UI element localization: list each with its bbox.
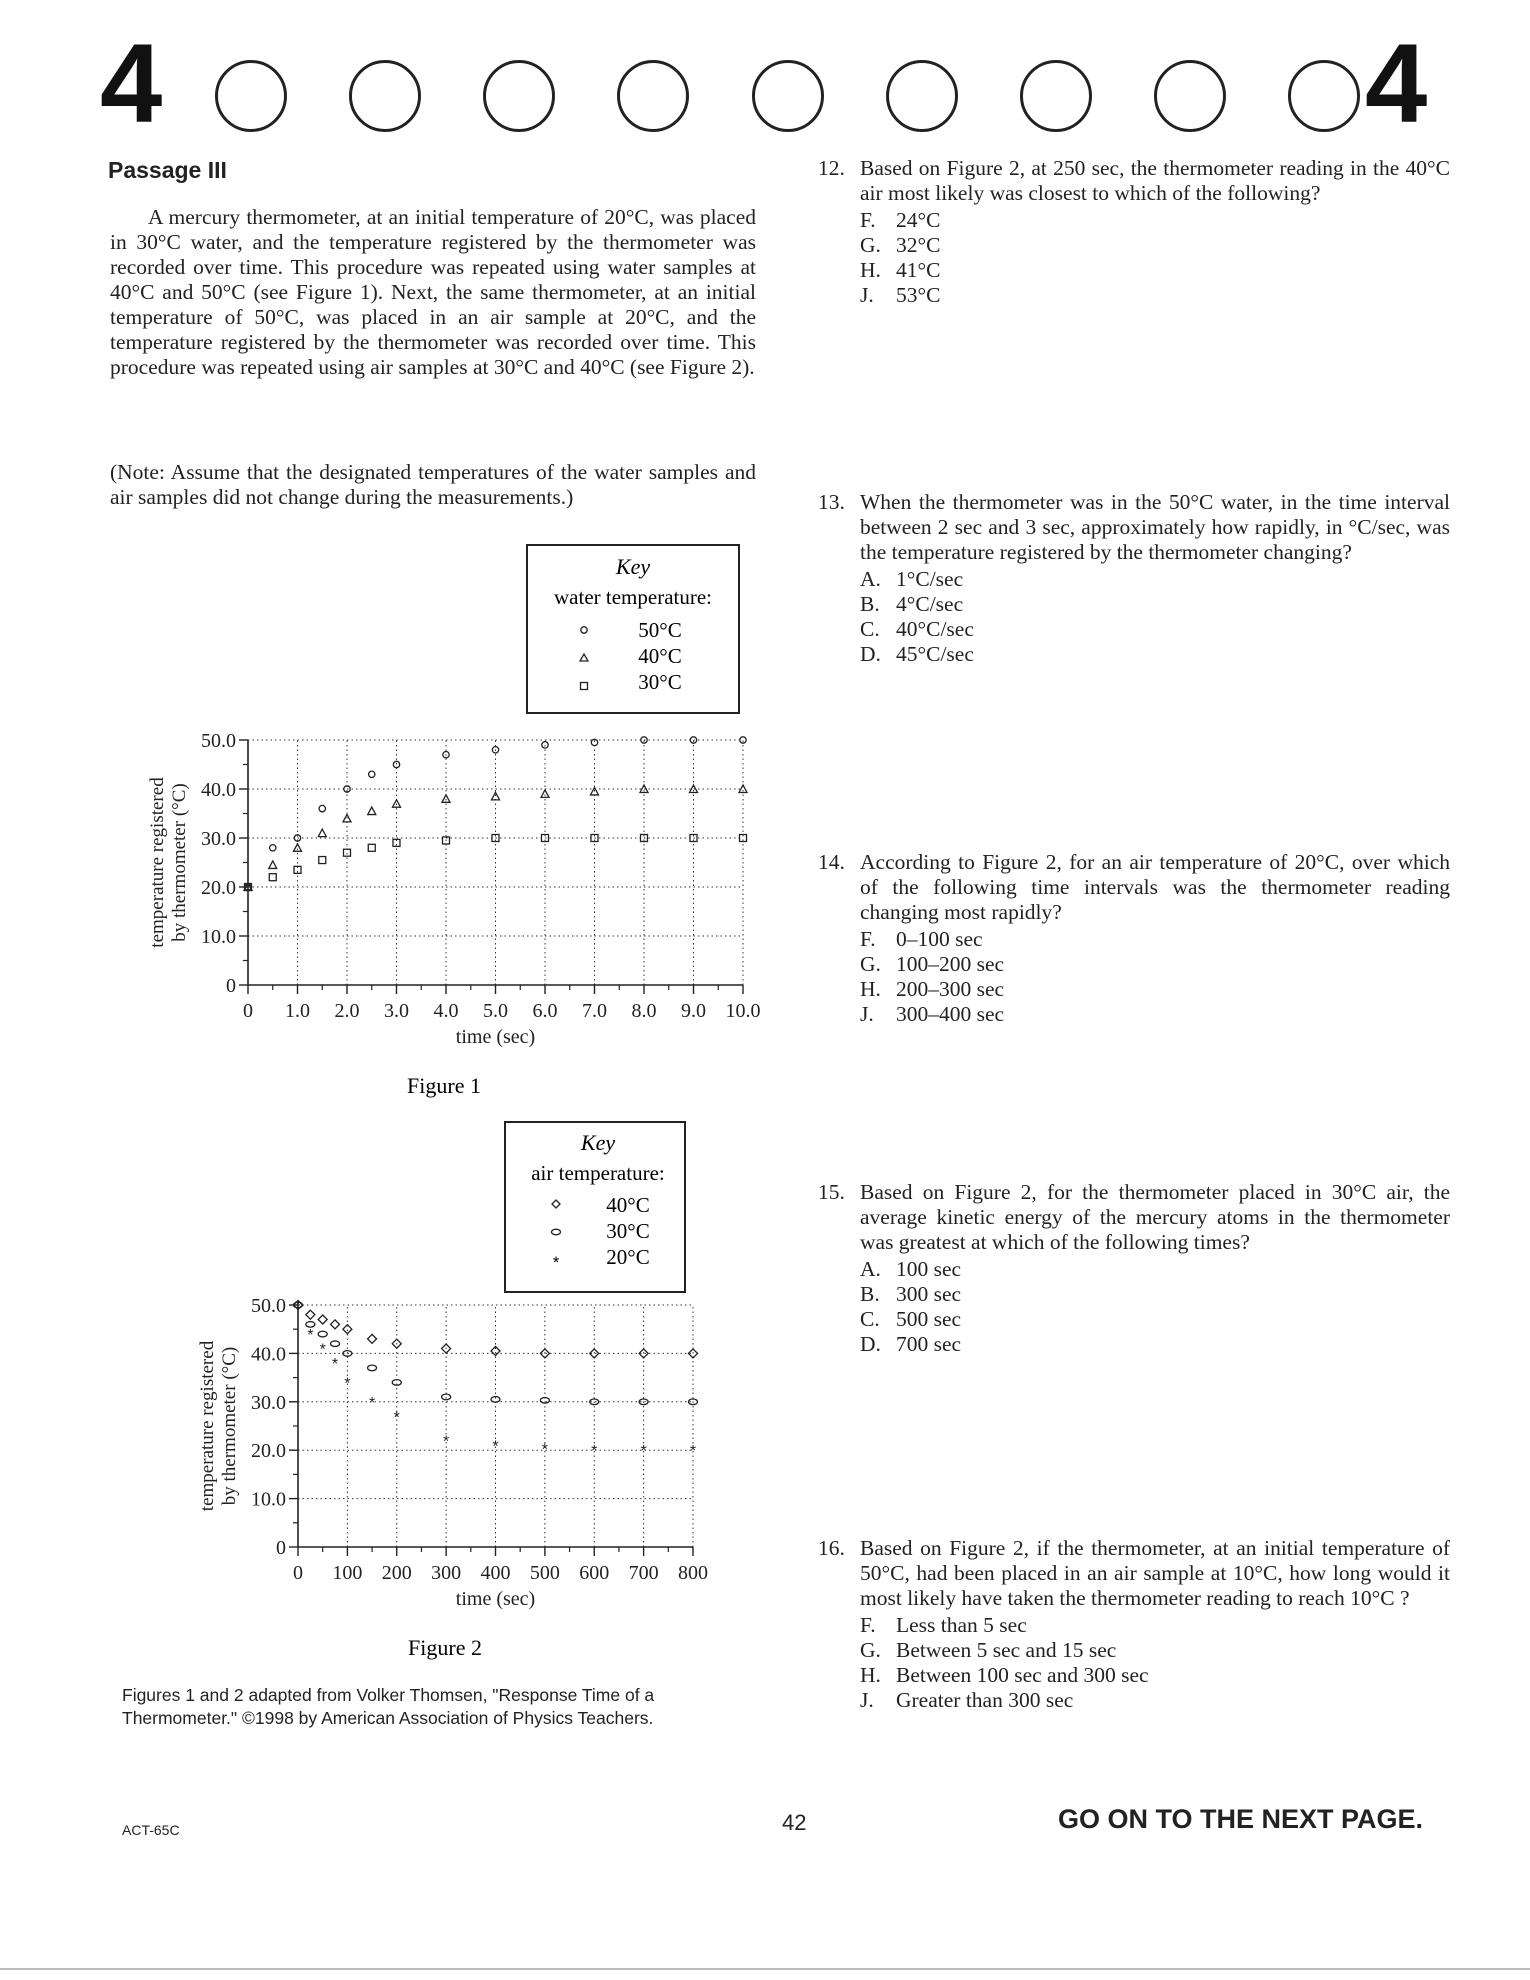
x-tick-label: 7.0 [582,1000,607,1022]
answer-option[interactable] [860,1688,1450,1713]
answer-letter: H. [860,1663,881,1687]
answer-option[interactable] [860,1332,1450,1357]
y-tick-label: 30.0 [251,1391,286,1414]
answer-text: 700 sec [896,1332,962,1356]
circle-marker-icon [581,627,587,633]
x-tick-label: 0 [243,1000,253,1022]
answer-letter: A. [860,1257,881,1281]
answer-letter: F. [860,927,876,951]
answer-text: 100 sec [896,1257,962,1281]
header-circle [886,60,958,132]
x-axis-label: time (sec) [455,1026,536,1048]
y-tick-label: 50.0 [251,1295,286,1317]
data-point: * [344,1375,351,1393]
data-point: * [294,1298,302,1315]
figure2-key-item: 30°C [606,1219,650,1243]
y-tick-label: 10.0 [201,926,236,948]
data-point [368,844,375,851]
answer-option[interactable] [860,233,1450,258]
answer-letter: J. [860,1688,874,1712]
answer-letter: H. [860,258,881,282]
figure1-key-item: 40°C [638,644,682,668]
data-point [492,792,500,800]
y-tick-label: 0 [226,975,236,997]
answer-text: 200–300 sec [896,977,1005,1001]
figure2-key-item: 40°C [606,1193,650,1217]
data-point: * [331,1356,339,1374]
y-tick-label: 20.0 [251,1440,286,1463]
x-tick-label: 200 [381,1562,412,1584]
square-marker-icon [581,683,588,690]
data-point [344,849,351,856]
answer-option[interactable] [860,642,1450,667]
answer-letter: D. [860,1332,881,1356]
x-tick-label: 3.0 [384,1000,409,1022]
x-tick-label: 300 [431,1562,462,1584]
y-tick-label: 40.0 [201,779,236,801]
x-tick-label: 9.0 [681,1000,706,1022]
figure-credit: Figures 1 and 2 adapted from Volker Thomsen, "Response Time of a Thermometer." ©1998 by American Association of Physics Teachers. [122,1685,655,1728]
data-point [318,829,326,837]
answer-option[interactable] [860,952,1450,977]
section-number-left: 4 [100,21,163,146]
oval-marker-icon [552,1229,561,1235]
question-number: 13. [818,490,845,514]
data-point [541,790,549,798]
x-tick-label: 700 [628,1562,659,1584]
y-tick-label: 10.0 [251,1488,286,1511]
data-point [368,1365,377,1371]
data-point: * [591,1443,598,1461]
question-block [818,1536,1450,1713]
data-point [269,874,276,881]
answer-letter: C. [860,617,880,641]
answer-letter: A. [860,567,881,591]
figure1-key-item: 50°C [638,618,682,642]
data-point [442,1394,451,1400]
figure1-caption: Figure 1 [407,1073,481,1098]
question-block [818,490,1450,667]
figure1-key-subtitle: water temperature: [554,585,712,609]
answer-letter: F. [860,1613,876,1637]
passage-title: Passage III [108,157,227,183]
answer-text: 1°C/sec [896,567,964,591]
y-axis-label: temperature registeredby thermometer (°C) [147,777,190,948]
x-tick-label: 600 [579,1562,610,1584]
x-axis-label: time (sec) [455,1588,536,1610]
x-tick-label: 1.0 [285,1000,310,1022]
question-stem: Based on Figure 2, at 250 sec, the thermometer reading in the 40°C air most likely was closest to which of the following? [860,156,1450,205]
answer-text: 41°C [896,258,941,282]
answer-letter: J. [860,283,874,307]
answer-letter: G. [860,952,881,976]
figures-canvas [0,0,800,1680]
answer-option[interactable] [860,1613,1450,1638]
answer-letter: J. [860,1002,874,1026]
answer-options [860,1613,1450,1713]
answer-option[interactable] [860,1282,1450,1307]
answer-letter: F. [860,208,876,232]
data-point: * [689,1443,697,1461]
answer-text: 0–100 sec [896,927,983,951]
question-stem: Based on Figure 2, if the thermometer, at an initial temperature of 50°C, had been placed in an air sample at 10°C, how long would it most likely have taken the thermometer reading to reach 10°C ? [860,1536,1450,1610]
data-point [270,845,276,851]
data-point [369,771,375,777]
data-point: * [640,1443,647,1461]
answer-text: Greater than 300 sec [896,1688,1074,1712]
x-tick-label: 8.0 [631,1000,657,1022]
y-axis-label: temperature registeredby thermometer (°C) [197,1340,240,1512]
answer-options [860,567,1450,667]
figure2-key-subtitle: air temperature: [531,1161,665,1185]
question-block [818,850,1450,1027]
answer-option[interactable] [860,1663,1450,1688]
answer-text: Less than 5 sec [896,1613,1027,1637]
question-number: 12. [818,156,845,180]
answer-option[interactable] [860,258,1450,283]
data-point [269,861,277,869]
page-number: 42 [782,1810,807,1835]
x-tick-label: 500 [529,1562,560,1584]
data-point: * [492,1438,499,1456]
figure1-key-title: Key [615,554,651,579]
question-stem: According to Figure 2, for an air temperature of 20°C, over which of the following time intervals was the thermometer reading changing most rapidly? [860,850,1450,924]
answer-option[interactable] [860,1257,1450,1282]
data-point [294,844,302,852]
header-circle [1154,60,1226,132]
question-number: 14. [818,850,845,874]
x-tick-label: 4.0 [433,1000,459,1022]
answer-option[interactable] [860,1002,1450,1027]
y-tick-label: 0 [276,1537,286,1559]
figure2-caption: Figure 2 [408,1635,482,1660]
question-block [818,1180,1450,1357]
data-point [306,1310,315,1319]
data-point: * [541,1441,548,1459]
answer-option[interactable] [860,977,1450,1002]
answer-text: 45°C/sec [896,642,974,666]
answer-text: Between 100 sec and 300 sec [896,1663,1149,1687]
answer-letter: C. [860,1307,880,1331]
y-tick-label: 20.0 [201,877,236,899]
answer-option[interactable] [860,592,1450,617]
answer-letter: G. [860,233,881,257]
answer-text: 32°C [896,233,941,257]
page-edge-rule [0,1968,1530,1970]
passage-paragraph: A mercury thermometer, at an initial temperature of 20°C, was placed in 30°C water, and the temperature registered by the thermometer was recorded over time. This procedure was repeated using water samples at 40°C and 50°C (see Figure 1). Next, the same thermometer, at an initial temperature of 50°C, was placed in an air sample at 20°C, and the temperature registered by the thermometer was recorded over time. This procedure was repeated using air samples at 30°C and 40°C (see Figure 2). [110,205,756,379]
x-tick-label: 100 [332,1562,363,1584]
data-point: * [368,1394,376,1412]
triangle-marker-icon [580,654,588,661]
x-tick-label: 6.0 [532,1000,558,1022]
y-tick-label: 30.0 [201,828,236,850]
diamond-marker-icon [552,1200,560,1208]
answer-text: 40°C/sec [896,617,974,641]
figure2-key-title: Key [580,1130,616,1155]
passage-note: (Note: Assume that the designated temperatures of the water samples and air samples did not change during the measurements.) [110,460,756,509]
answer-option[interactable] [860,283,1450,308]
answer-text: 4°C/sec [896,592,964,616]
figure2-chart [197,1295,708,1610]
question-stem: Based on Figure 2, for the thermometer placed in 30°C air, the average kinetic energy of the mercury atoms in the thermometer was greatest at which of the following times? [860,1180,1450,1254]
answer-options [860,1257,1450,1357]
data-point [318,1315,327,1324]
answer-text: 300–400 sec [896,1002,1005,1026]
answer-letter: G. [860,1638,881,1662]
answer-letter: B. [860,1282,880,1306]
figure2-key-item: 20°C [606,1245,650,1269]
figure1-key-item: 30°C [638,670,682,694]
data-point [393,800,401,808]
data-point [442,795,450,803]
data-point [331,1341,340,1347]
data-point [368,807,376,815]
x-tick-label: 10.0 [725,1000,761,1022]
header-circle [1288,60,1360,132]
x-tick-label: 2.0 [334,1000,360,1022]
question-number: 15. [818,1180,845,1204]
figure1-chart [147,730,761,1048]
next-page-instruction: GO ON TO THE NEXT PAGE. [1058,1804,1424,1834]
x-tick-label: 5.0 [483,1000,508,1022]
data-point: * [443,1433,450,1451]
answer-options [860,208,1450,308]
answer-option[interactable] [860,1307,1450,1332]
answer-text: 24°C [896,208,941,232]
data-point [319,857,326,864]
answer-text: Between 5 sec and 15 sec [896,1638,1117,1662]
data-point [318,1331,327,1337]
figure2-key [505,1122,685,1292]
answer-option[interactable] [860,617,1450,642]
data-point [542,742,548,748]
star-marker-icon: * [552,1253,560,1272]
data-point [331,1320,340,1329]
answer-option[interactable] [860,208,1450,233]
question-number: 16. [818,1536,845,1560]
x-tick-label: 0 [293,1562,303,1584]
data-point: * [393,1409,400,1427]
answer-options [860,927,1450,1027]
question-block [818,156,1450,308]
answer-letter: D. [860,642,881,666]
answer-text: 500 sec [896,1307,962,1331]
answer-option[interactable] [860,1638,1450,1663]
answer-letter: H. [860,977,881,1001]
section-number-right: 4 [1365,21,1428,146]
answer-option[interactable] [860,567,1450,592]
data-point [368,1334,377,1343]
data-point [319,805,325,811]
form-code: ACT-65C [122,1822,180,1838]
x-tick-label: 800 [678,1562,708,1584]
answer-option[interactable] [860,927,1450,952]
answer-text: 53°C [896,283,941,307]
y-tick-label: 50.0 [201,730,236,752]
question-stem: When the thermometer was in the 50°C water, in the time interval between 2 sec and 3 sec, approximately how rapidly, in °C/sec, was the temperature registered by the thermometer changing? [860,490,1450,564]
data-point: * [307,1327,314,1345]
figure1-key [527,545,739,713]
data-point: * [319,1341,326,1359]
header-circle [1020,60,1092,132]
answer-letter: B. [860,592,880,616]
x-tick-label: 400 [480,1562,511,1584]
answer-text: 100–200 sec [896,952,1005,976]
y-tick-label: 40.0 [251,1343,286,1366]
answer-text: 300 sec [896,1282,962,1306]
